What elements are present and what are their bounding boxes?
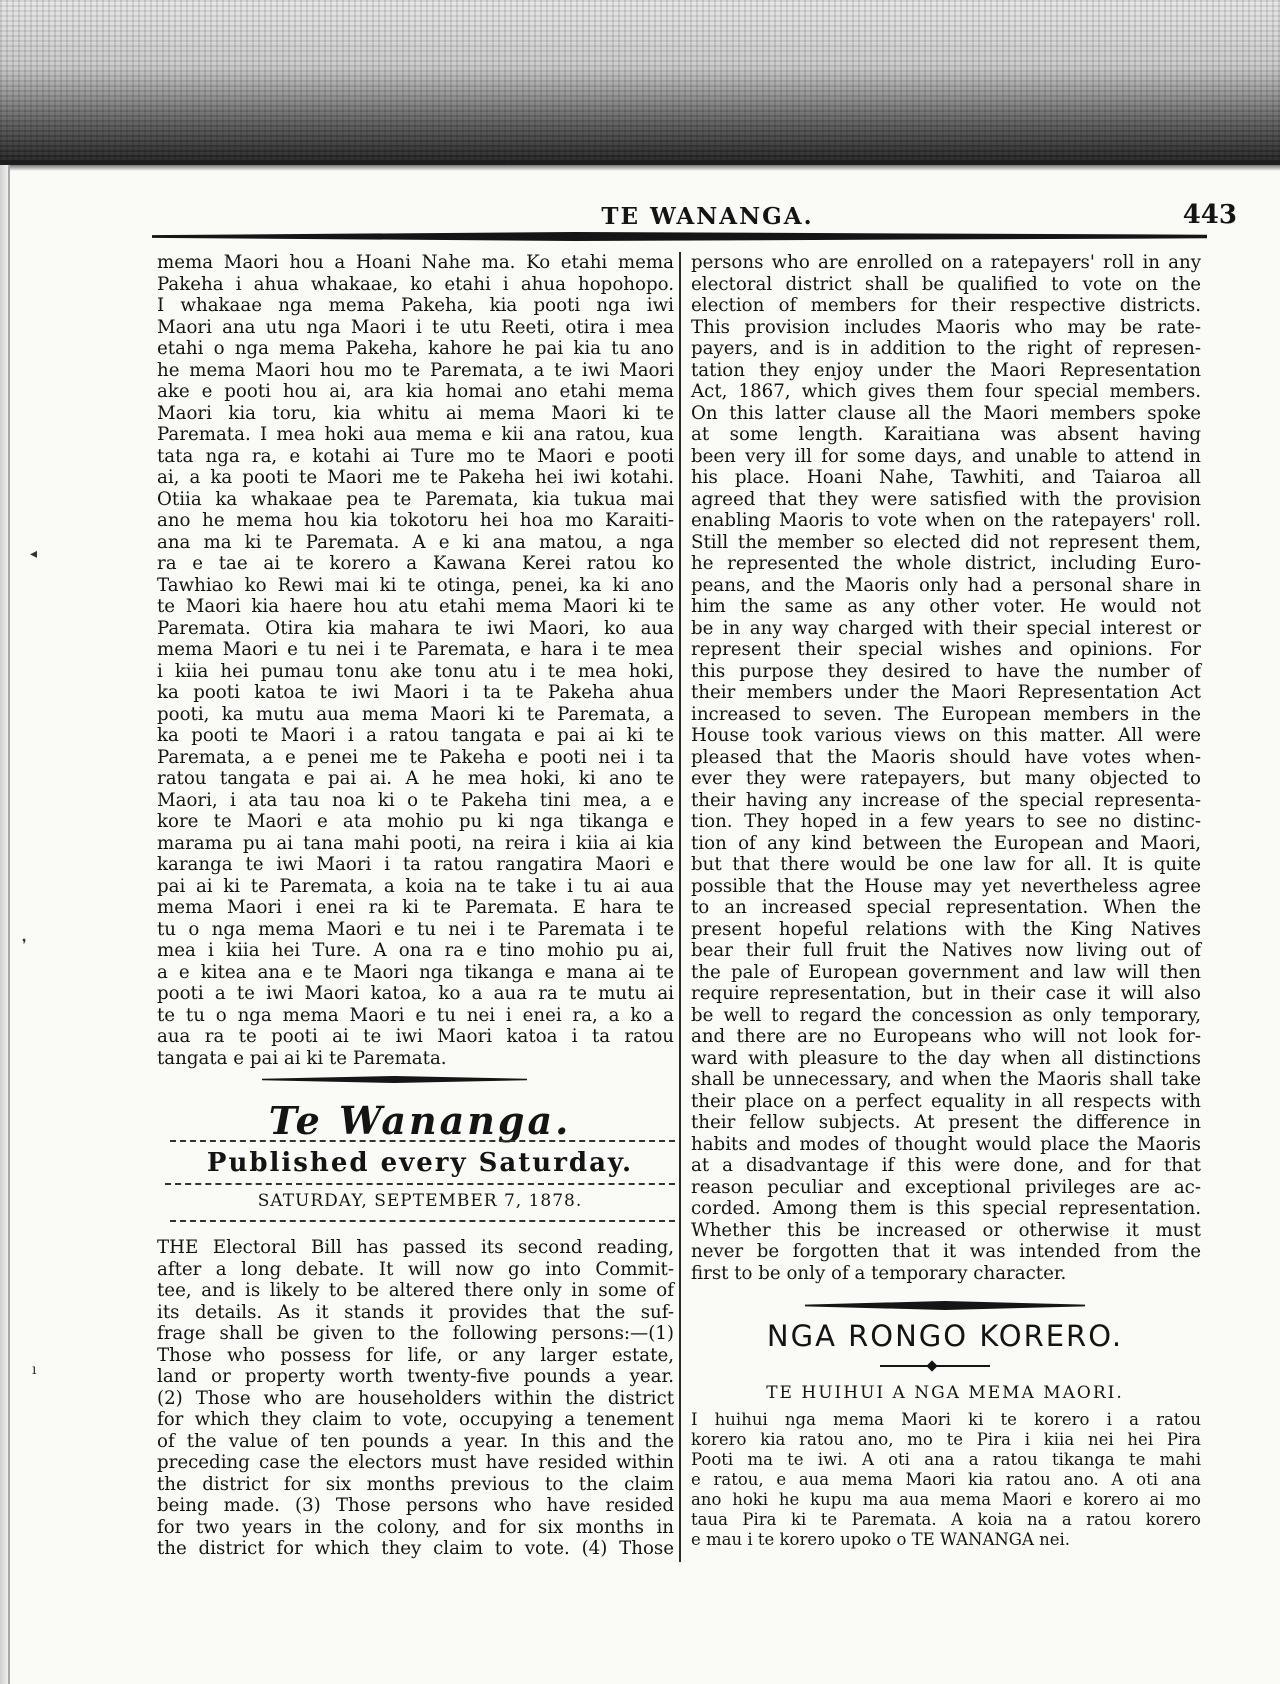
text-line: House took various views on this matter. All were	[691, 725, 1201, 746]
text-line: tata nga ra, e kotahi ai Ture mo te Maori e pooti	[157, 445, 674, 467]
text-line: e ratou, e aua mema Maori kia ratou ano. A oti ana	[691, 1470, 1201, 1489]
text-line: tion. They hoped in a few years to see no distinc-	[691, 811, 1201, 832]
text-line: been very ill for some days, and unable to attend in	[691, 445, 1201, 467]
text-line: I whakaae nga mema Pakeha, kia pooti nga iwi	[157, 295, 674, 316]
text-line: a e kitea ana e te Maori nga tikanga e mana ai te	[157, 961, 674, 983]
dashed-rule	[170, 1140, 675, 1142]
text-line: tangata e pai ai ki te Paremata.	[157, 1047, 447, 1069]
text-line: mema Maori e tu nei i te Paremata, e hara i te mea	[157, 639, 674, 660]
text-line: habits and modes of thought would place the Maoris	[691, 1133, 1201, 1155]
text-line: preceding case the electors must have resided within	[157, 1452, 674, 1473]
text-line: their having any increase of the special representa-	[691, 789, 1201, 811]
text-line: etahi o nga mema Pakeha, kahore he pai kia tu ano	[157, 338, 674, 359]
text-line: after a long debate. It will now go into Commit-	[157, 1258, 674, 1280]
text-line: Pakeha i ahua whakaae, ko etahi i ahua hopohopo.	[157, 273, 674, 295]
text-line: Those who possess for life, or any larger estate,	[157, 1344, 674, 1366]
text-line: Paremata, a e penei me te Pakeha e pooti nei i ta	[157, 746, 674, 768]
text-line: ka pooti katoa te iwi Maori i ta te Pakeha ahua	[157, 682, 674, 703]
news-subheading: TE HUIHUI A NGA MEMA MAORI.	[766, 1383, 1124, 1403]
text-line: reason peculiar and exceptional privileges are ac-	[691, 1176, 1201, 1198]
news-article-column	[691, 1410, 1201, 1550]
dashed-rule	[170, 1220, 675, 1222]
masthead-rule	[152, 232, 1207, 241]
text-line: Paremata. Otira kia mahara te iwi Maori, ko aua	[157, 617, 674, 639]
text-line: their members under the Maori Representation Act	[691, 682, 1201, 703]
text-line: taua Pira ki te Paremata. A koia na a ratou korero	[691, 1510, 1201, 1529]
editorial-column-right	[691, 252, 1201, 1284]
section-ornament-rule	[805, 1301, 1085, 1310]
text-line: corded. Among them is this special representation.	[691, 1198, 1201, 1219]
text-line: tation they enjoy under the Maori Representation	[691, 359, 1201, 381]
text-line: him the same as any other voter. He would not	[691, 596, 1201, 617]
dashed-rule	[165, 1183, 675, 1185]
text-line: bear their full fruit the Natives now living out of	[691, 940, 1201, 961]
text-line: te Maori kia haere hou atu etahi mema Maori ki te	[157, 596, 674, 617]
text-line: Tawhiao ko Rewi mai ki te otinga, penei, ka ki ano	[157, 574, 674, 596]
text-line: peans, and the Maoris only had a personal share in	[691, 574, 1201, 596]
text-line: election of members for their respective districts.	[691, 295, 1201, 316]
text-line: ratou tangata e pai ai. A he mea hoki, ki ano te	[157, 768, 674, 789]
text-line: On this latter clause all the Maori members spoke	[691, 402, 1201, 424]
editorial-column-left	[157, 1237, 674, 1560]
text-line: tion of any kind between the European and Maori,	[691, 832, 1201, 854]
news-section-title: NGA RONGO KORERO.	[766, 1319, 1124, 1353]
text-line: Maori, i ata tau noa ki o te Pakeha tini mea, a e	[157, 789, 674, 811]
text-line: marama pu ai tana mahi pooti, na reira i kiia ai kia	[157, 832, 674, 854]
text-line: pooti, ka mutu aua mema Maori ki te Paremata, a	[157, 703, 674, 725]
text-line: for which they claim to vote, occupying a tenement	[157, 1409, 674, 1430]
text-line: land or property worth twenty-five pounds a year.	[157, 1366, 674, 1387]
text-line: ano hoki he kupu ma aua mema Maori e korero ai mo	[691, 1490, 1201, 1509]
page-number: 443	[1182, 200, 1237, 230]
text-line: Otiia ka whakaae pea te Paremata, kia tukua mai	[157, 488, 674, 510]
text-line: its details. As it stands it provides that the suf-	[157, 1301, 674, 1323]
text-line: enabling Maoris to vote when on the ratepayers' roll.	[691, 510, 1201, 531]
small-ornament-rule	[880, 1365, 990, 1367]
text-line: THE Electoral Bill has passed its second reading,	[157, 1237, 674, 1258]
page-edge	[0, 165, 8, 1684]
text-line: require representation, but in their case it will also	[691, 983, 1201, 1004]
text-line: this purpose they desired to have the number of	[691, 660, 1201, 682]
text-line: ward with pleasure to the day when all distinctions	[691, 1047, 1201, 1069]
text-line: Maori kia toru, kia whitu ai mema Maori ki te	[157, 402, 674, 424]
text-line: karanga te iwi Maori i ta ratou rangatira Maori e	[157, 854, 674, 875]
text-line: tee, and is likely to be altered there only in some of	[157, 1280, 674, 1301]
text-line: Whether this be increased or otherwise it must	[691, 1219, 1201, 1241]
text-line: mema Maori i enei ra ki te Paremata. E hara te	[157, 897, 674, 918]
text-line: the district for which they claim to vote. (4) Those	[157, 1538, 674, 1559]
text-line: payers, and is in addition to the right of represen-	[691, 338, 1201, 359]
text-line: to an increased special representation. When the	[691, 897, 1201, 918]
text-line: Maori ana utu nga Maori i te utu Reeti, otira i mea	[157, 316, 674, 338]
text-line: their fellow subjects. At present the difference in	[691, 1112, 1201, 1133]
text-line: represent their special wishes and opinions. For	[691, 639, 1201, 660]
margin-mark: ❜	[22, 937, 27, 953]
text-line: mema Maori hou a Hoani Nahe ma. Ko etahi mema	[157, 252, 674, 273]
text-line: present hopeful relations with the King Natives	[691, 918, 1201, 940]
text-line: korero kia ratou ano, mo te Pira i kiia nei hei Pira	[691, 1430, 1201, 1449]
text-line: ano he mema hou kia tokotoru hei hoa mo Karaiti-	[157, 510, 674, 531]
text-line: shall be unnecessary, and when the Maoris shall take	[691, 1069, 1201, 1090]
text-line: increased to seven. The European members in the	[691, 703, 1201, 725]
text-line: of the value of ten pounds a year. In this and the	[157, 1430, 674, 1452]
text-line: ever they were ratepayers, but many objected to	[691, 768, 1201, 789]
text-line: but that there would be one law for all. It is quite	[691, 854, 1201, 875]
text-line: Still the member so elected did not represent them,	[691, 531, 1201, 553]
text-line: possible that the House may yet nevertheless agree	[691, 875, 1201, 897]
scan-shadow-band	[0, 0, 1280, 165]
publication-tagline: Published every Saturday.	[206, 1148, 634, 1178]
text-line: te tu o nga mema Maori e tu nei i enei ra, a ko a	[157, 1004, 674, 1026]
section-ornament-rule	[262, 1076, 527, 1083]
text-line: I huihui nga mema Maori ki te korero i a ratou	[691, 1410, 1201, 1429]
text-line: aua ra te pooti ai te iwi Maori katoa i ta ratou	[157, 1026, 674, 1047]
text-line: pai ai ki te Paremata, a koia na te take i tu ai aua	[157, 875, 674, 897]
text-line: be in any way charged with their special interest or	[691, 617, 1201, 639]
text-line: he represented the whole district, including Euro-	[691, 553, 1201, 574]
text-line: persons who are enrolled on a ratepayers' roll in any	[691, 252, 1201, 273]
column-divider	[679, 252, 681, 1562]
text-line: agreed that they were satisfied with the provision	[691, 488, 1201, 510]
text-line: This provision includes Maoris who may be rate-	[691, 316, 1201, 338]
text-line: at some length. Karaitiana was absent having	[691, 424, 1201, 445]
text-line: ka pooti te Maori i a ratou tangata e pai ai ki te	[157, 725, 674, 746]
masthead	[150, 200, 1265, 230]
text-line: being made. (3) Those persons who have resided	[157, 1495, 674, 1516]
text-line: he mema Maori hou mo te Paremata, a te iwi Maori	[157, 359, 674, 381]
margin-mark: ◂	[30, 546, 38, 562]
text-line: Act, 1867, which gives them four special members.	[691, 381, 1201, 402]
text-line: Pooti ma te iwi. A oti ana a ratou tikanga te mahi	[691, 1450, 1201, 1469]
text-line: mea i kiia hei Ture. A ona ra e tino mohio pu ai,	[157, 940, 674, 961]
text-line: ai, a ka pooti te Maori me te Pakeha hei iwi kotahi.	[157, 467, 674, 488]
margin-mark: ı	[32, 1362, 37, 1378]
text-line: electoral district shall be qualified to vote on the	[691, 273, 1201, 295]
text-line: ra e tae ai te korero a Kawana Kerei ratou ko	[157, 553, 674, 574]
text-line: pooti a te iwi Maori katoa, ko a aua ra te mutu ai	[157, 983, 674, 1004]
masthead-title: TE WANANGA.	[601, 203, 814, 230]
text-line: never be forgotten that it was intended from the	[691, 1241, 1201, 1262]
text-line: the pale of European government and law will then	[691, 961, 1201, 983]
text-line: his place. Hoani Nahe, Tawhiti, and Taiaroa all	[691, 467, 1201, 488]
text-line: ana ma ki te Paremata. A e ki ana matou, a nga	[157, 531, 674, 553]
text-line: Paremata. I mea hoki aua mema e kii ana ratou, kua	[157, 424, 674, 445]
text-line: be well to regard the concession as only temporary,	[691, 1004, 1201, 1026]
text-line: ake e pooti hou ai, ara kia homai ano etahi mema	[157, 381, 674, 402]
text-line: pleased that the Maoris should have votes when-	[691, 746, 1201, 768]
newspaper-name-heading: Te Wananga.	[268, 1098, 572, 1143]
issue-date: SATURDAY, SEPTEMBER 7, 1878.	[257, 1191, 583, 1211]
text-line: (2) Those who are householders within the district	[157, 1387, 674, 1409]
text-line: their place on a perfect equality in all respects with	[691, 1090, 1201, 1112]
maori-article-column	[157, 252, 674, 1069]
text-line: i kiia hei pumau tonu ake tonu atu i te mea hoki,	[157, 660, 674, 682]
text-line: at a disadvantage if this were done, and for that	[691, 1155, 1201, 1176]
text-line: frage shall be given to the following persons:—(1)	[157, 1323, 674, 1344]
text-line: kore te Maori e ata mohio pu ki nga tikanga e	[157, 811, 674, 832]
text-line: and there are no Europeans who will not look for-	[691, 1026, 1201, 1047]
text-line: for two years in the colony, and for six months in	[157, 1516, 674, 1538]
text-line: tu o nga mema Maori e tu nei i te Paremata i te	[157, 918, 674, 940]
text-line: the district for six months previous to the claim	[157, 1473, 674, 1495]
text-line: first to be only of a temporary character.	[691, 1262, 1067, 1284]
text-line: e mau i te korero upoko o TE WANANGA nei.	[691, 1530, 1071, 1549]
